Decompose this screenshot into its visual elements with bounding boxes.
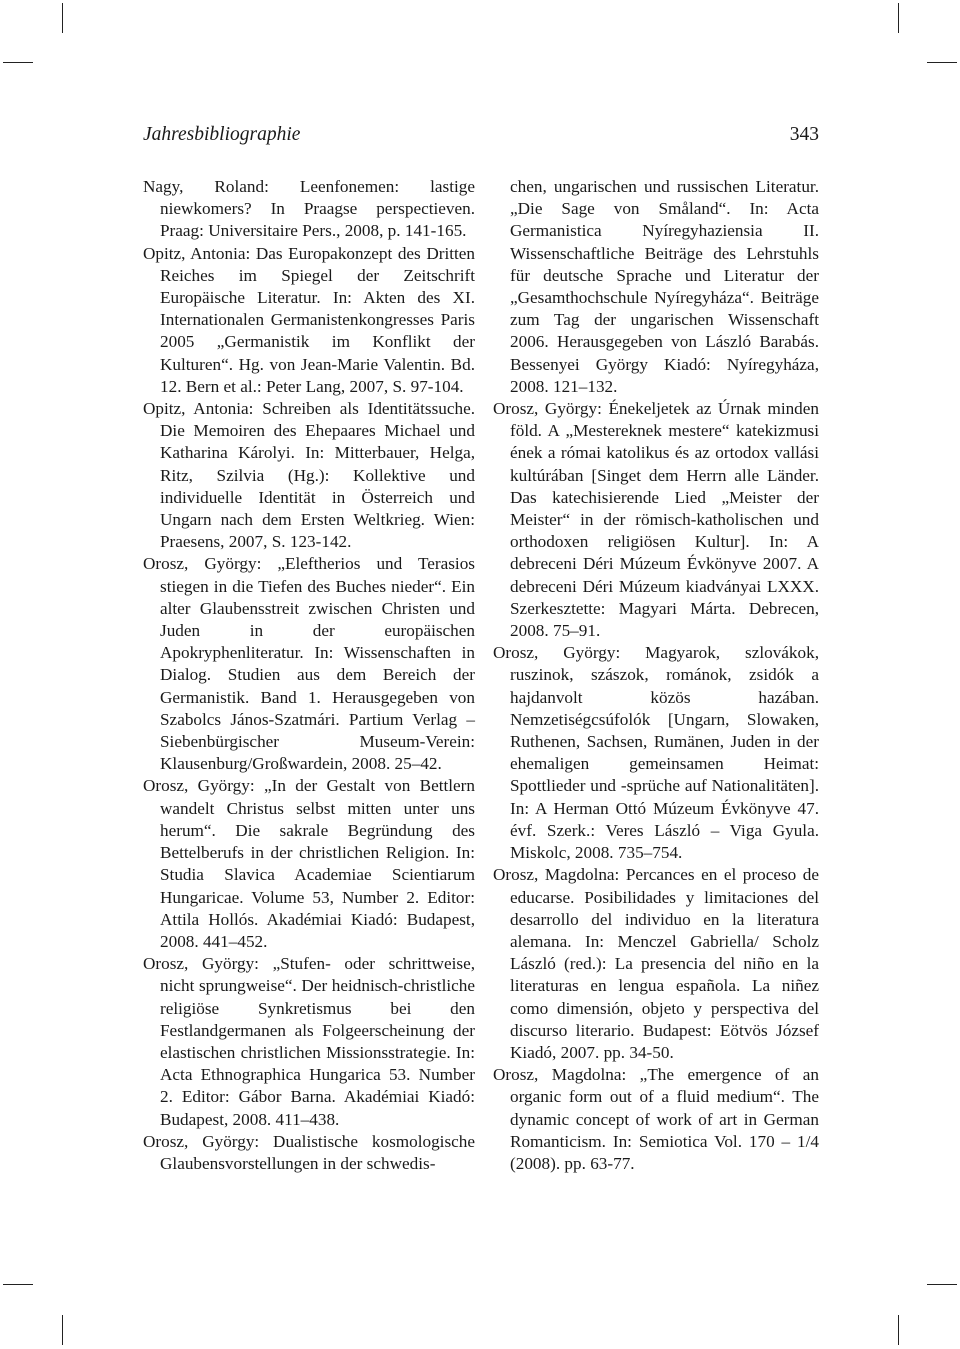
bib-entry: Orosz, György: Dualistische kosmologische Glaubensvorstellungen in der schwedis- <box>143 1131 475 1173</box>
right-column <box>493 176 819 1175</box>
bib-entry: Orosz, György: „Eleftherios und Terasios stiegen in die Tiefen des Buches nieder“. Ein alter Glaubensstreit zwischen Christen und Juden in der europäischen Apokryphenliteratur. In: Wissenschaften in Dialog. Studien aus dem Bereich der Germanistik. Band 1. Herausgegeben von Szabolcs János-Szatmári. Partium Verlag – Siebenbürgischer Museum-Verein: Klausenburg/Großwardein, 2008. 25–42. <box>143 554 475 774</box>
page-number: 343 <box>789 124 819 145</box>
bib-entry: Orosz, György: „Stufen- oder schrittweise, nicht sprungweise“. Der heidnisch-christliche religiöse Synkretismus bei den Festlandgermanen als Folgeerscheinung der elastischen christlichen Missionsstrategie. In: Acta Ethnographica Hungarica 53. Number 2. Editor: Gábor Barna. Akadémiai Kiadó: Budapest, 2008. 411–438. <box>143 954 475 1129</box>
bib-entry: Orosz, György: Magyarok, szlovákok, ruszinok, szászok, románok, zsidók a hajdanvolt közös hazában. Nemzetiségcsúfolók [Ungarn, Slowaken, Ruthenen, Sachsen, Rumänen, Juden in der ehemaligen gemeinsamen Heimat: Spottlieder und -sprüche auf Nationalitäten]. In: A Herman Ottó Múzeum Évkönyve 47. évf. Szerk.: Veres László – Viga Gyula. Miskolc, 2008. 735–754. <box>493 643 819 863</box>
crop-mark-top-right <box>898 3 899 33</box>
crop-mark-bottom-left <box>62 1315 63 1345</box>
crop-mark-bottom-right <box>898 1315 899 1345</box>
running-title: Jahresbibliographie <box>143 124 301 145</box>
crop-mark-bottom-left-h <box>3 1284 33 1285</box>
crop-mark-top-right-h <box>927 62 957 63</box>
crop-mark-top-left <box>62 3 63 33</box>
bib-entry: Orosz, Magdolna: „The emergence of an organic form out of a fluid medium“. The dynamic concept of work of art in German Romanticism. In: Semiotica Vol. 170 – 1/4 (2008). pp. 63-77. <box>493 1065 819 1173</box>
bib-entry: Opitz, Antonia: Schreiben als Identitätssuche. Die Memoiren des Ehepaares Michael und Katharina Károlyi. In: Mitterbauer, Helga, Ritz, Szilvia (Hg.): Kollektive und individuelle Identität in Österreich und Ungarn nach dem Ersten Weltkrieg. Wien: Praesens, 2007, S. 123-142. <box>143 399 475 552</box>
crop-mark-top-left-h <box>3 62 33 63</box>
crop-mark-bottom-right-h <box>927 1284 957 1285</box>
running-head <box>143 124 819 152</box>
bib-entry: Orosz, Magdolna: Percances en el proceso de educarse. Posibilidades y limitaciones del desarrollo del individuo en la literatura alemana. In: Menczel Gabriella/ Scholz László (red.): La presencia del niño en la literaturas en lengua española. La niñez como dimensión, objeto y perspectiva del discurso literario. Budapest: Eötvös József Kiadó, 2007. pp. 34-50. <box>493 865 819 1062</box>
bib-entry: Opitz, Antonia: Das Europakonzept des Dritten Reiches im Spiegel der Zeitschrift Europäische Literatur. In: Akten des XI. Internationalen Germanistenkongresses Paris 2005 „Germanistik im Konflikt der Kulturen“. Hg. von Jean-Marie Valentin. Bd. 12. Bern et al.: Peter Lang, 2007, S. 97-104. <box>143 243 475 396</box>
left-column <box>143 176 475 1175</box>
bib-entry-continuation: chen, ungarischen und russischen Literatur. „Die Sage von Småland“. In: Acta Germanistica Nyíregyhaziensia II. Wissenschaftliche Beiträge des Lehrstuhls für deutsche Sprache und Literatur der „Gesamthochschule Nyíregyháza“. Beiträge zum Tag der ungarischen Wissenschaft 2006. Herausgegeben von László Barabás. Bessenyei György Kiadó: Nyíregyháza, 2008. 121–132. <box>510 177 819 396</box>
bib-entry: Orosz, György: Énekeljetek az Úrnak minden föld. A „Mestereknek mestere“ katekizmusi ének a római katolikus és az ortodox vallási kultúrában [Singet dem Herrn alle Länder. Das katechisierende Lied „Meister der Meister“ in der römisch-katholischen und orthodoxen religiösen Kultur]. In: A debreceni Déri Múzeum Évkönyve 2007. A debreceni Déri Múzeum kiadványai LXXX. Szerkesztette: Magyari Márta. Debrecen, 2008. 75–91. <box>493 399 819 641</box>
bib-entry: Orosz, György: „In der Gestalt von Bettlern wandelt Christus selbst mitten unter uns herum“. Die sakrale Begründung des Bettelberufs in der christlichen Religion. In: Studia Slavica Academiae Scientiarum Hungaricae. Volume 53, Number 2. Editor: Attila Hollós. Akadémiai Kiadó: Budapest, 2008. 441–452. <box>143 776 475 951</box>
bib-entry: Nagy, Roland: Leenfonemen: lastige niewkomers? In Praagse perspectieven. Praag: Universitaire Pers., 2008, p. 141-165. <box>143 177 475 241</box>
